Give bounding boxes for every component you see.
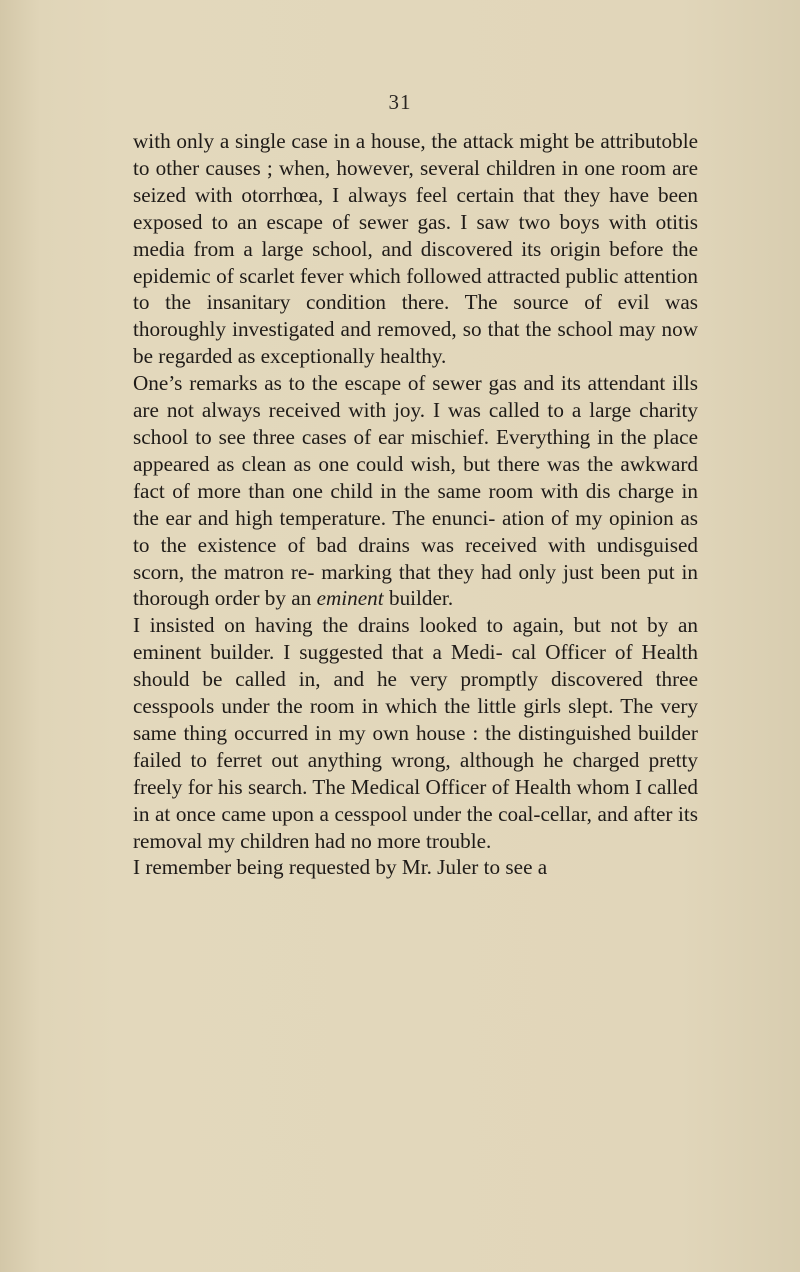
paragraph-2-text-end: builder. [383, 586, 454, 611]
paragraph-3 [133, 612, 698, 854]
page-number: 31 [388, 90, 412, 114]
paragraph-2-text: One’s remarks as to the escape of sewer gas and its attendant ills are not always received with joy. I was called to a large charity school to see three cases of ear mischief. Everything in the place appeared as clean as one could wish, but there was the awkward fact of more than one child in the same room with dis charge in the ear and high temperature. The enunci- ation of my opinion as to the existence of bad drains was received with undisguised scorn, the matron re- marking that they had only just been put in thorough order by an [133, 371, 698, 611]
paragraph-2-emphasis: eminent [316, 586, 384, 611]
body-text [133, 128, 698, 881]
paragraph-1-text: with only a single case in a house, the attack might be attributoble to other causes ; when, however, several children in one room are seized with otorrhœa, I always feel certain that they have been exposed to an escape of sewer gas. I saw two boys with otitis media from a large school, and discovered its origin before the epidemic of scarlet fever which followed attracted public attention to the insanitary condition there. The source of evil was thoroughly investigated and removed, so that the school may now be regarded as exceptionally healthy. [133, 129, 698, 369]
paragraph-4-text: I remember being requested by Mr. Juler to see a [133, 855, 548, 880]
paragraph-1 [133, 128, 698, 370]
paragraph-4 [133, 854, 698, 881]
paragraph-3-text: I insisted on having the drains looked to again, but not by an eminent builder. I suggested that a Medi- cal Officer of Health should be called in, and he very promptly discovered three cesspools under the room in which the little girls slept. The very same thing occurred in my own house : the distinguished builder failed to ferret out anything wrong, although he charged pretty freely for his search. The Medical Officer of Health whom I called in at once came upon a cesspool under the coal-cellar, and after its removal my children had no more trouble. [133, 613, 698, 853]
paragraph-2 [133, 370, 698, 612]
